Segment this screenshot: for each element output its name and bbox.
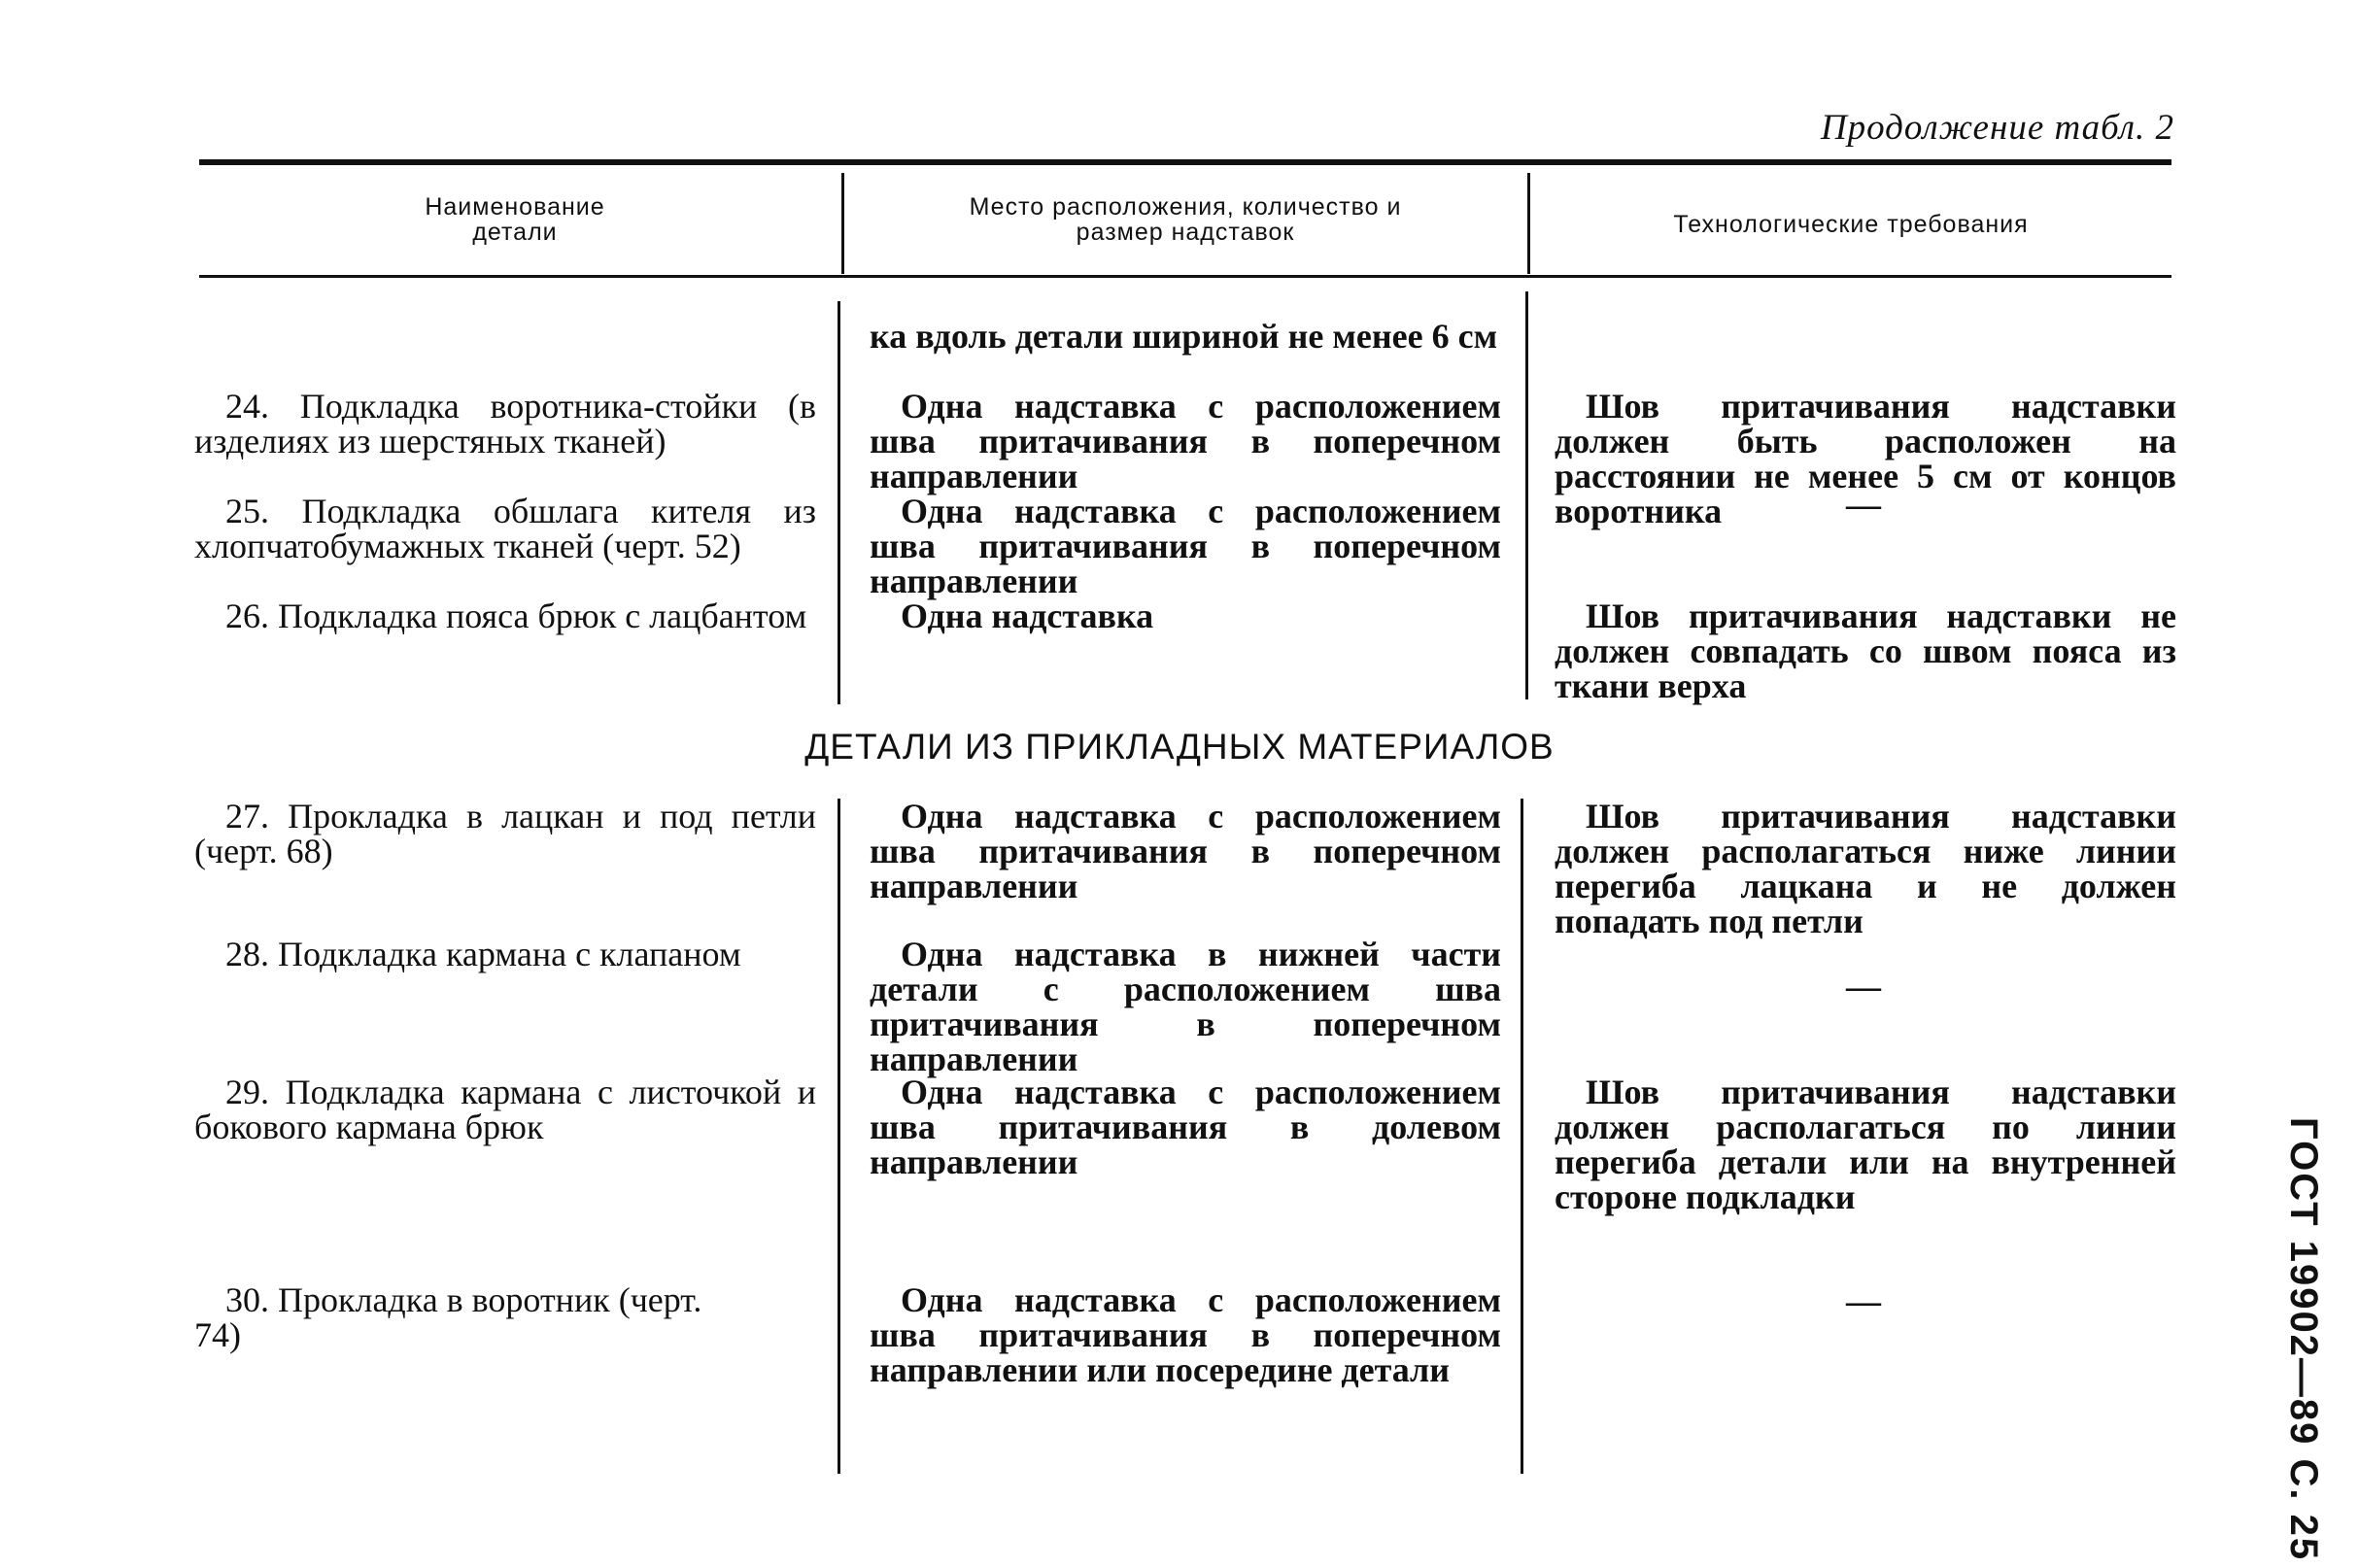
table-row-place: Одна надставка в нижней части детали с расположением шва притачивания в поперечном направлении	[870, 935, 1501, 1078]
column-divider	[841, 173, 844, 274]
table-row-name: 24. Подкладка воротника-стойки (в изделиях из шерстяных тканей)	[194, 387, 816, 460]
continuation-label: Продолжение табл. 2	[1820, 108, 2174, 148]
table-row-place: Одна надставка с расположением шва притачивания в поперечном направлении или посередине детали	[870, 1280, 1501, 1389]
table-row-place: Одна надставка с расположением шва притачивания в поперечном направлении	[870, 492, 1501, 600]
column-divider	[1525, 291, 1528, 699]
table-row-requirements: Шов притачивания надставки не должен совпадать со швом пояса из ткани верха	[1555, 597, 2176, 705]
column-divider	[838, 301, 840, 704]
table-row-requirements: Шов притачивания надставки должен располагаться по линии перегиба детали или на внутренней стороне подкладки	[1555, 1073, 2176, 1216]
table-row-requirements: —	[1846, 485, 1881, 524]
table-row-name: 25. Подкладка обшлага кителя из хлопчатобумажных тканей (черт. 52)	[194, 492, 816, 565]
header-requirements: Технологические требования	[1673, 211, 2029, 238]
table-row-requirements: —	[1846, 967, 1881, 1006]
table-row-place: Одна надставка	[901, 597, 1154, 635]
table-row-place: Одна надставка с расположением шва притачивания в поперечном направлении	[870, 797, 1501, 905]
table-header-rule	[199, 275, 2171, 278]
table-row-name: 29. Подкладка кармана с листочкой и бокового кармана брюк	[194, 1073, 816, 1146]
table-row-name: 30. Прокладка в воротник (черт. 74)	[194, 1280, 702, 1354]
table-row-place: Одна надставка с расположением шва притачивания в долевом направлении	[870, 1073, 1501, 1181]
table-row-name: 27. Прокладка в лацкан и под петли (черт. 68)	[194, 797, 816, 870]
standard-page-label-text: ГОСТ 19902—89 С. 25	[2282, 1117, 2325, 1562]
table-row-place: ка вдоль детали шириной не менее 6 см	[870, 317, 1498, 356]
column-divider	[1521, 799, 1523, 1474]
table-top-rule	[199, 159, 2171, 165]
table-row-name: 28. Подкладка кармана с клапаном	[225, 935, 741, 973]
table-row-place: Одна надставка с расположением шва притачивания в поперечном направлении	[870, 387, 1501, 495]
header-name: Наименование детали	[425, 193, 605, 247]
table-row-name: 26. Подкладка пояса брюк с лацбантом	[225, 597, 807, 635]
table-row-requirements: —	[1846, 1281, 1881, 1320]
standard-page-label	[2278, 1117, 2337, 1562]
table-row-requirements: Шов притачивания надставки должен располагаться ниже линии перегиба лацкана и не должен попадать под петли	[1555, 797, 2176, 940]
table-row-requirements: Шов притачивания надставки должен быть расположен на расстоянии не менее 5 см от концов воротника	[1555, 387, 2176, 530]
column-divider	[838, 799, 840, 1474]
section-heading: ДЕТАЛИ ИЗ ПРИКЛАДНЫХ МАТЕРИАЛОВ	[804, 727, 1555, 767]
header-place: Место расположения, количество и размер надставок	[969, 193, 1402, 247]
column-divider	[1527, 173, 1530, 274]
